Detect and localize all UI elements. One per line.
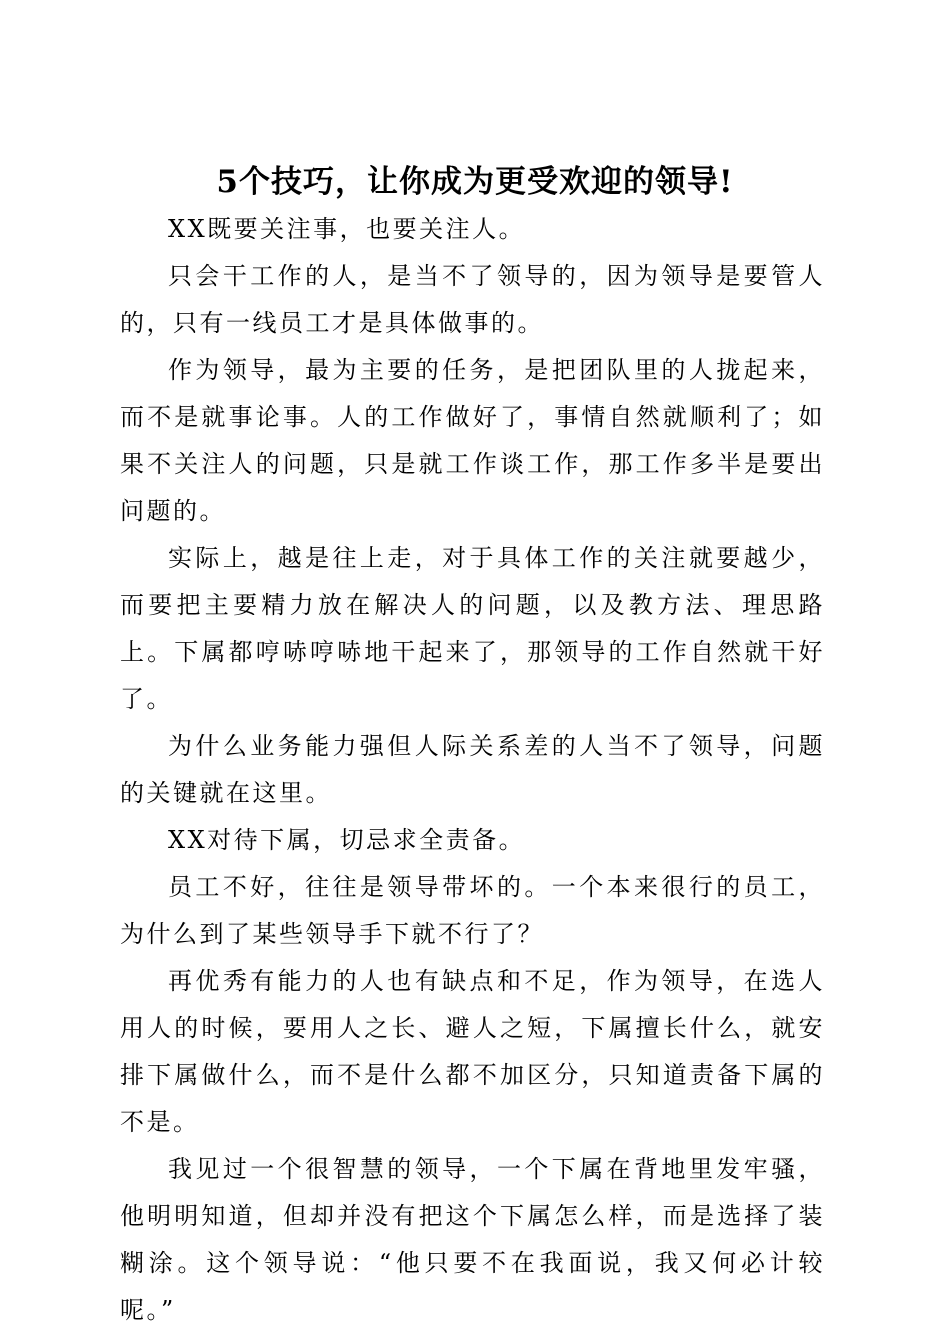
paragraph: XX既要关注事，也要关注人。 [168, 215, 526, 243]
document-title: 5个技巧，让你成为更受欢迎的领导! [216, 163, 734, 200]
paragraph: 员工不好，往往是领导带坏的。一个本来很行的员工，为什么到了某些领导手下就不行了？ [120, 873, 825, 948]
paragraph: 实际上，越是往上走，对于具体工作的关注就要越少，而要把主要精力放在解决人的问题，以及教方法、理思路上。下属都哼哧哼哧地干起来了，那领导的工作自然就干好了。 [120, 544, 825, 713]
paragraph: XX对待下属，切忌求全责备。 [168, 826, 526, 854]
paragraph: 再优秀有能力的人也有缺点和不足，作为领导，在选人用人的时候，要用人之长、避人之短，下属擅长什么，就安排下属做什么，而不是什么都不加区分，只知道责备下属的不是。 [120, 967, 825, 1136]
document-body [120, 206, 825, 1334]
paragraph: 我见过一个很智慧的领导，一个下属在背地里发牢骚，他明明知道，但却并没有把这个下属怎么样，而是选择了装糊涂。这个领导说：“他只要不在我面说，我又何必计较呢。” [120, 1155, 825, 1324]
paragraph: 为什么业务能力强但人际关系差的人当不了领导，问题的关键就在这里。 [120, 732, 825, 807]
paragraph: 只会干工作的人，是当不了领导的，因为领导是要管人的，只有一线员工才是具体做事的。 [120, 262, 825, 337]
paragraph: 作为领导，最为主要的任务，是把团队里的人拢起来，而不是就事论事。人的工作做好了，事情自然就顺利了；如果不关注人的问题，只是就工作谈工作，那工作多半是要出问题的。 [120, 356, 825, 525]
